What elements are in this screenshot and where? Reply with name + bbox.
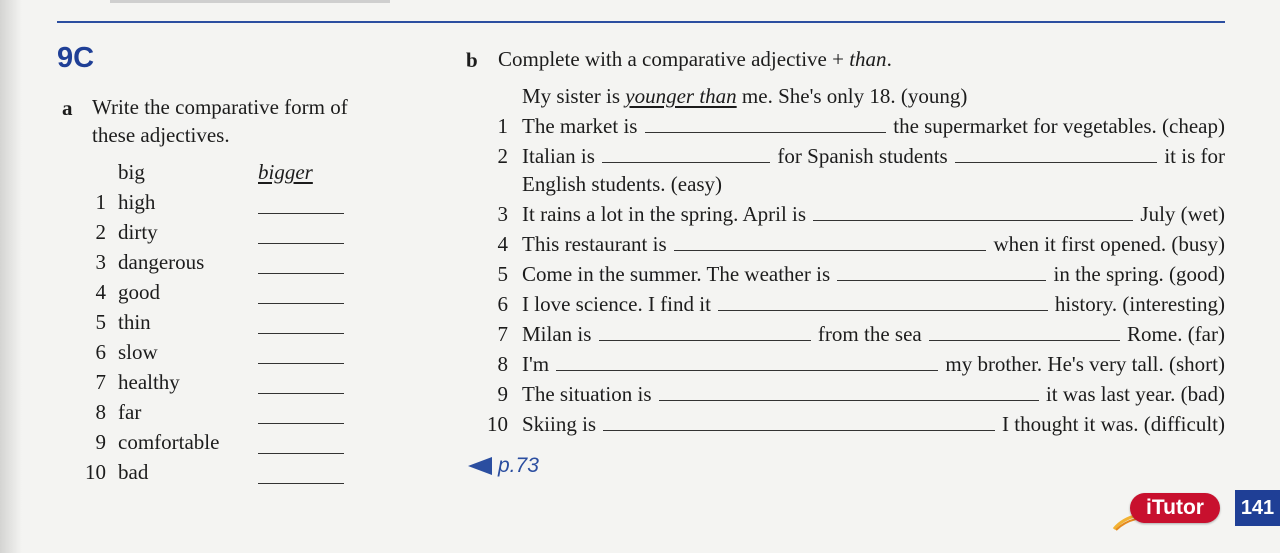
- answer-blank[interactable]: [258, 363, 344, 364]
- adjective-word: dangerous: [118, 250, 205, 274]
- sentence-1: [522, 114, 1225, 139]
- adjective-word: slow: [118, 340, 158, 364]
- example-after: me. She's only 18. (young): [741, 84, 968, 108]
- adjective-word: dirty: [118, 220, 158, 244]
- sentence-9: [522, 382, 1225, 407]
- item-number: 5: [95, 310, 106, 334]
- adjective-word: high: [118, 190, 156, 214]
- item-number: 4: [497, 232, 508, 256]
- exercise-a-instruction-line2: these adjectives.: [92, 123, 230, 147]
- brand-logo: iTutor: [1130, 493, 1220, 523]
- header-rule: [57, 21, 1225, 23]
- answer-blank[interactable]: [602, 161, 770, 163]
- example-word: big: [118, 160, 145, 184]
- item-number: 8: [497, 352, 508, 376]
- instruction-text: Complete with a comparative adjective +: [498, 47, 844, 71]
- cut-off-text-remnant: [110, 0, 390, 3]
- adjective-word: comfortable: [118, 430, 220, 454]
- item-number: 7: [95, 370, 106, 394]
- sentence-text: Milan is: [522, 322, 592, 346]
- answer-blank[interactable]: [659, 399, 1039, 401]
- sentence-text: I'm: [522, 352, 550, 376]
- exercise-b-instruction: [498, 47, 892, 72]
- sentence-2: [522, 144, 1225, 169]
- sentence-7: [522, 322, 1225, 347]
- answer-blank[interactable]: [258, 483, 344, 484]
- sentence-text: The market is: [522, 114, 638, 138]
- answer-blank[interactable]: [603, 429, 994, 431]
- item-number: 4: [95, 280, 106, 304]
- sentence-text: It rains a lot in the spring. April is: [522, 202, 807, 226]
- answer-blank[interactable]: [556, 369, 938, 371]
- sentence-text: This restaurant is: [522, 232, 667, 256]
- answer-blank[interactable]: [929, 339, 1120, 341]
- item-number: 1: [497, 114, 508, 138]
- item-number: 9: [497, 382, 508, 406]
- sentence-4: [522, 232, 1225, 257]
- sentence-text: for Spanish students: [777, 144, 948, 168]
- item-number: 2: [95, 220, 106, 244]
- item-number: 7: [497, 322, 508, 346]
- sentence-text: Rome. (far): [1127, 322, 1225, 346]
- sentence-text: The situation is: [522, 382, 652, 406]
- sentence-text: in the spring. (good): [1053, 262, 1225, 286]
- item-number: 6: [95, 340, 106, 364]
- instruction-end: .: [886, 47, 892, 71]
- answer-blank[interactable]: [813, 219, 1133, 221]
- item-number: 3: [95, 250, 106, 274]
- section-title: 9C: [57, 42, 95, 74]
- example-answer: bigger: [258, 160, 313, 184]
- sentence-text: Skiing is: [522, 412, 597, 436]
- item-number: 8: [95, 400, 106, 424]
- answer-blank[interactable]: [258, 303, 344, 304]
- sentence-6: [522, 292, 1225, 317]
- sentence-5: [522, 262, 1225, 287]
- sentence-text: Italian is: [522, 144, 595, 168]
- sentence-text: from the sea: [817, 322, 922, 346]
- adjective-word: bad: [118, 460, 149, 484]
- page-number: 141: [1235, 490, 1280, 526]
- answer-blank[interactable]: [258, 333, 344, 334]
- answer-blank[interactable]: [837, 279, 1046, 281]
- sentence-text: the supermarket for vegetables. (cheap): [893, 114, 1225, 138]
- sentence-2-continued: English students. (easy): [522, 172, 723, 196]
- sentence-text: when it first opened. (busy): [993, 232, 1225, 256]
- page-reference-text: p.73: [498, 454, 539, 477]
- answer-blank[interactable]: [258, 393, 344, 394]
- page-edge-shadow: [0, 0, 22, 553]
- adjective-word: healthy: [118, 370, 180, 394]
- adjective-word: good: [118, 280, 160, 304]
- sentence-text: Come in the summer. The weather is: [522, 262, 831, 286]
- sentence-text: it is for: [1164, 144, 1225, 168]
- answer-blank[interactable]: [258, 273, 344, 274]
- sentence-3: [522, 202, 1225, 227]
- answer-blank[interactable]: [955, 161, 1157, 163]
- item-number: 9: [95, 430, 106, 454]
- adjective-word: thin: [118, 310, 151, 334]
- item-number: 2: [497, 144, 508, 168]
- sentence-text: I love science. I find it: [522, 292, 711, 316]
- sentence-text: I thought it was. (difficult): [1002, 412, 1225, 436]
- item-number: 6: [497, 292, 508, 316]
- answer-blank[interactable]: [258, 423, 344, 424]
- answer-blank[interactable]: [645, 131, 886, 133]
- example-before: My sister is: [522, 84, 621, 108]
- answer-blank[interactable]: [258, 453, 344, 454]
- answer-blank[interactable]: [599, 339, 811, 341]
- item-number: 10: [85, 460, 106, 484]
- exercise-a-instruction-line1: Write the comparative form of: [92, 95, 348, 119]
- exercise-a-letter: a: [62, 96, 73, 120]
- example-answer-b: younger than: [625, 84, 737, 108]
- exercise-b-letter: b: [466, 48, 478, 72]
- answer-blank[interactable]: [674, 249, 986, 251]
- item-number: 3: [497, 202, 508, 226]
- adjective-word: far: [118, 400, 142, 424]
- item-number: 10: [487, 412, 508, 436]
- sentence-8: [522, 352, 1225, 377]
- sentence-text: history. (interesting): [1054, 292, 1225, 316]
- sentence-text: my brother. He's very tall. (short): [945, 352, 1225, 376]
- sentence-text: July (wet): [1140, 202, 1225, 226]
- page-reference-link[interactable]: [468, 454, 539, 478]
- sentence-10: [522, 412, 1225, 437]
- answer-blank[interactable]: [258, 243, 344, 244]
- back-arrow-icon: [468, 457, 492, 475]
- answer-blank[interactable]: [258, 213, 344, 214]
- instruction-italic: than: [849, 47, 887, 71]
- item-number: 1: [95, 190, 106, 214]
- exercise-b-example: [522, 84, 967, 109]
- answer-blank[interactable]: [718, 309, 1047, 311]
- item-number: 5: [497, 262, 508, 286]
- sentence-text: it was last year. (bad): [1045, 382, 1225, 406]
